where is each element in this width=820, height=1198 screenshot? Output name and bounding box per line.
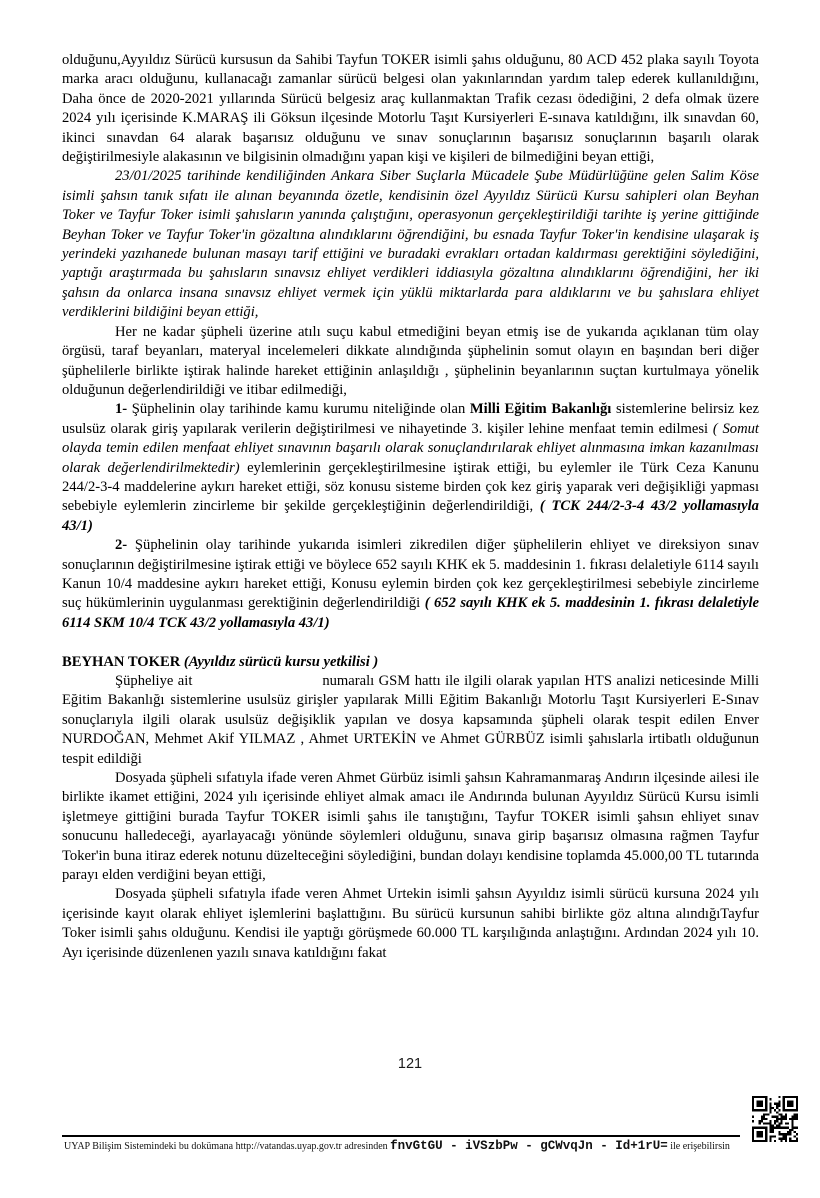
text-run: (Ayyıldız sürücü kursu yetkilisi ) (183, 653, 379, 670)
redacted-gsm-gap (197, 672, 318, 691)
footer-divider (62, 1135, 740, 1137)
footer-verification-codes: fnvGtGU - iVSzbPw - gCWvqJn - Id+1rU= (390, 1139, 668, 1153)
text-run: sistemlerine belirsiz kez usulsüz olarak giriş yapılarak verilerin değiştirilmesi ve nihayetinde 3. kişiler lehine menfaat temin edilmesi (62, 401, 759, 437)
document-body (62, 51, 759, 963)
paragraph-degerlendirme (62, 323, 759, 401)
text-run: 23/01/2025 tarihinde kendiliğinden Ankara Siber Suçlarla Mücadele Şube Müdürlüğüne gelen Salim Köse isimli şahsın tanık sıfatı ile alınan beyanında özetle, kendisinin özel Ayyıldız Sürücü Kursu sahipleri olan Beyhan Toker ve Tayfur Toker isimli şahısların yanında çalıştığını, operasyonun gerçekleştirildiği tarihte iş yerine gittiğinde Beyhan Toker ve Tayfur Toker'in gözaltına alındıklarını öğrendiğini, bu esnada Tayfur Toker'in kendisine ulaşarak iş yerindeki yazıhanede bulunan masayı tarif ettiğini ve buradaki evrakları ortadan kaldırması gerektiğini söylediğini, yaptığı araştırmada bu şahısların sınavsız ehliyet verdikleri iddiasıyla gözaltına alındıklarını öğrendiğini, her iki şahsın da onlarca insana sınavsız ehliyet vermek için yüklü miktarlarda para aldıklarını ve bu şahıslara ehliyet verdiklerini bildiğini beyan ettiği, (62, 168, 759, 321)
footer-access-prefix: UYAP Bilişim Sistemindeki bu dokümana http://vatandas.uyap.gov.tr adresinden (64, 1141, 388, 1152)
footer-access-suffix: ile erişebilirsin (670, 1141, 730, 1152)
heading-beyhan-toker (62, 653, 759, 672)
text-run: Milli Eğitim Bakanlığı (469, 401, 612, 418)
text-run: Şüphelinin olay tarihinde kamu kurumu niteliğinde olan (131, 401, 470, 418)
text-run: numaralı GSM hattı ile ilgili olarak yapılan HTS analizi neticesinde Milli Eğitim Bakanlığı sistemlerine usulsüz girişler yapılarak Milli Eğitim Bakanlığı Motorlu Taşıt Kursiyerleri E-Sınav sonuçlarıyla ilgili olarak usulsüz değişiklik yapılan ve dosya kapsamında şüpheli olarak tespit edilen Enver NURDOĞAN, Mehmet Akif YILMAZ , Ahmet URTEKİN ve Ahmet GÜRBÜZ isimli şahıslarla irtibatlı olduğunun tespit edildiği (62, 672, 760, 767)
text-run: ( 652 sayılı KHK ek 5. maddesinin 1. fıkrası delaletiyle 6114 SKM 10/4 TCK 43/2 yollamasıyla 43/1) (62, 595, 759, 631)
footer-access-note (64, 1139, 764, 1153)
text-run: olduğunu,Ayyıldız Sürücü kursusun da Sahibi Tayfun TOKER isimli şahıs olduğunu, 80 ACD 452 plaka sayılı Toyota marka aracı olduğunu, kullanacağı zamanlar sürücü belgesi olan yakınlarından yardım talep ederek kullanıldığını, Daha önce de 2020-2021 yıllarında Sürücü belgesiz araç kullanmaktan Trafik cezası ödediğini, 2 defa olmak üzere 2024 yılı içerisinde K.MARAŞ ili Göksun ilçesinde Motorlu Taşıt Kursiyerleri E-sınava katıldığını, ilk sınavdan 60, ikinci sınavdan 64 alarak başarısız olduğunu ve sınav sonuçlarının başarısız sonuçlarının başarılı olarak değiştirilmesiyle alakasının ve bilgisinin olmadığını yapan kişi ve kişileri de bilmediğini beyan ettiği, (62, 52, 759, 166)
text-run: BEYHAN TOKER (62, 653, 184, 670)
text-run: eylemlerinin gerçekleştirilmesine iştirak ettiği, bu eylemler ile Türk Ceza Kanunu 244/2-3-4 maddelerine aykırı hareket ettiği, söz konusu sisteme birden çok kez giriş yaparak veri değişikliği yapması sebebiyle eylemlerin zincirleme bir şekilde gerçekleştiğinin değerlendirildiği, (62, 459, 759, 515)
paragraph-salim-kose-tanik-beyani (62, 167, 759, 322)
paragraph-sevk-maddesi-1 (62, 400, 759, 536)
text-run: ( TCK 244/2-3-4 43/2 yollamasıyla 43/1) (62, 498, 759, 534)
text-run: Dosyada şüpheli sıfatıyla ifade veren Ahmet Gürbüz isimli şahsın Kahramanmaraş Andırın ilçesinde ailesi ile birlikte ikamet ettiğini, 2024 yılı içerisinde ehliyet almak amacı ile Andırında bulunan Ayyıldız Sürücü Kursu isimli işletmeye gittiğini burada Tayfur TOKER isimli şahıs ile tanıştığını, Tayfur TOKER isimli şahsın ehliyet sınav sonucunu halledeceği, ayarlayacağı yönünde söylemleri olduğunu, sınava girip başarısız olmasına rağmen Tayfur Toker'in buna itiraz ederek notunu düzelteceğini söylediğini, bundan dolayı kendisine toplamda 45.000,00 TL tutarında parayı elden verdiğini beyan ettiği, (62, 770, 759, 884)
text-run: 1- (115, 401, 132, 418)
paragraph-hts-analizi (62, 672, 759, 769)
text-run: ( Somut olayda temin edilen menfaat ehliyet sınavının başarılı olarak sonuçlandırılarak ehliyet alınmasına imkan kazanılması olarak değerlendirilmektedir) (62, 420, 759, 476)
text-run: Şüpheliye ait (115, 672, 193, 689)
text-run: Şüphelinin olay tarihinde yukarıda isimleri zikredilen diğer şüphelilerin ehliyet ve direksiyon sınav sonuçlarının değiştirilmesine iştirak ettiği ve böylece 652 sayılı KHK ek 5. maddesinin 1. fıkrası delaletiyle 6114 sayılı Kanun 10/4 maddesine aykırı hareket ettiği, Konusu eylemin birden çok kez gerçekleştirilmesi sebebiyle zincirleme suç hükümlerinin uygulanması gerektiğinin değerlendirildiği (62, 537, 759, 612)
text-run: Dosyada şüpheli sıfatıyla ifade veren Ahmet Urtekin isimli şahsın Ayyıldız isimli sürücü kursuna 2024 yılı içerisinde kayıt olarak ehliyet işlemlerini başlattığını. Bu sürücü kursunun sahibi birlikte göz altına alındığıTayfur Toker isimli şahıs olduğunu. Kendisi ile yaptığı görüşmede 60.000 TL karşılığında anlaştığını. Ardından 2024 yılı 10. Ayı içerisinde düzenlenen yazılı sınava katıldığını fakat (62, 886, 759, 961)
qr-code (752, 1096, 798, 1142)
text-run: Her ne kadar şüpheli üzerine atılı suçu kabul etmediğini beyan etmiş ise de yukarıda açıklanan tüm olay örgüsü, taraf beyanları, materyal incelemeleri dikkate alındığında şüphelinin somut olayın en başından beri diğer şüphelilerle birlikte iştirak halinde hareket ettiğinin anlaşıldığı , şüphelinin beyanlarının suçtan kurtulmaya yönelik olduğunun değerlendirildiği ve itibar edilmediği, (62, 323, 759, 398)
paragraph-ahmet-gurbuz-ifadesi (62, 769, 759, 885)
paragraph-ahmet-urtekin-ifadesi (62, 885, 759, 963)
text-run: 2- (115, 537, 135, 554)
page-number: 121 (397, 1056, 423, 1072)
paragraph-sevk-maddesi-2 (62, 536, 759, 633)
paragraph-continuation-tayfun-toker (62, 51, 759, 167)
